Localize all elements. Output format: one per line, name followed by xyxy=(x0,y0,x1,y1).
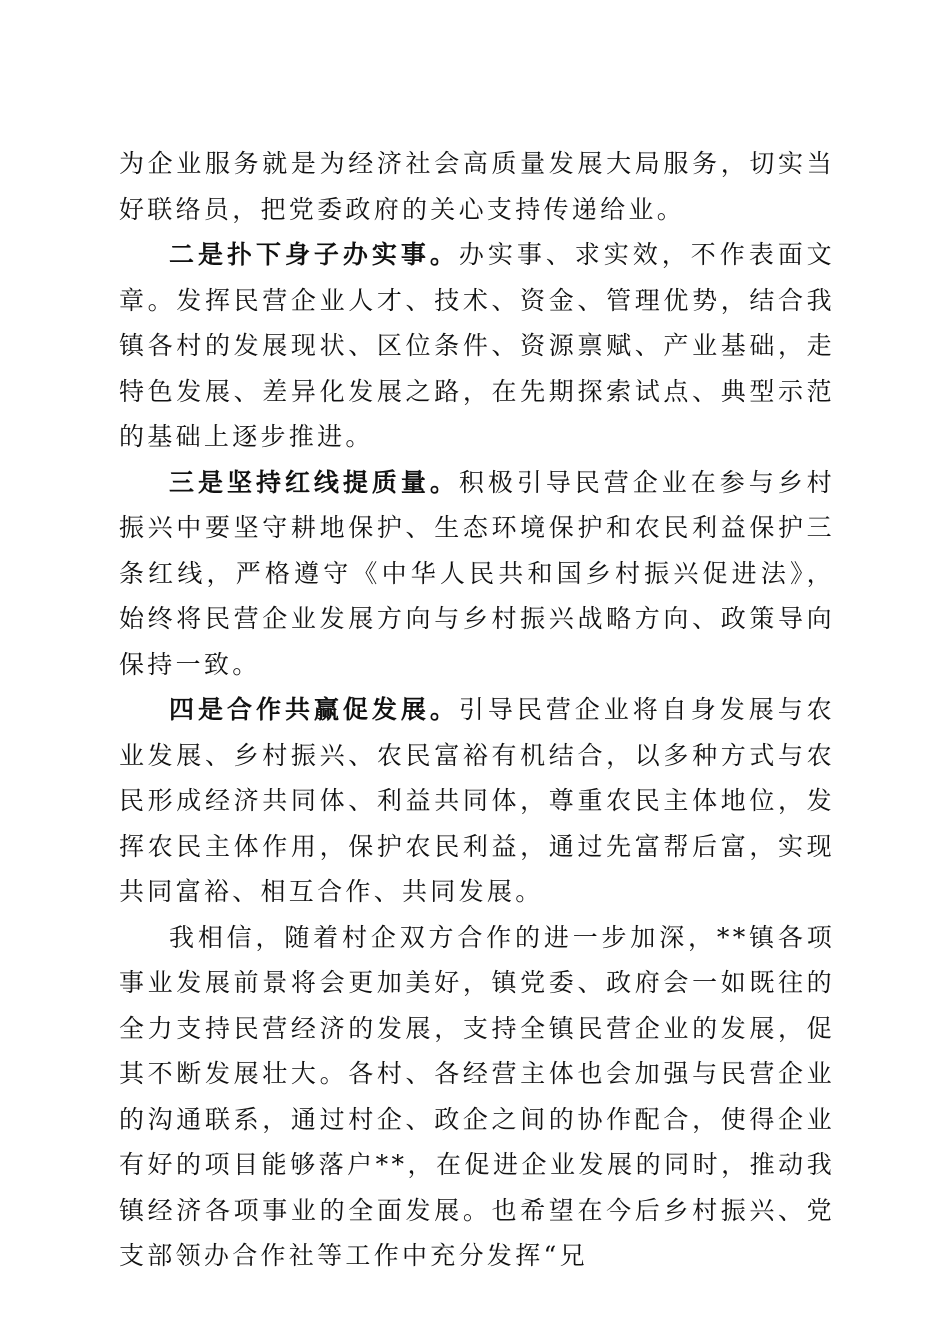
paragraph-continuation xyxy=(119,141,835,232)
document-body xyxy=(119,141,835,1279)
paragraph-point-two xyxy=(119,232,835,460)
paragraph-closing xyxy=(119,915,835,1279)
paragraph-text: 引导民营企业将自身发展与农业发展、乡村振兴、农民富裕有机结合，以多种方式与农民形成经济共同体、利益共同体，尊重农民主体地位，发挥农民主体作用，保护农民利益，通过先富帮后富，实现共同富裕、相互合作、共同发展。 xyxy=(119,695,835,906)
paragraph-heading: 三是坚持红线提质量。 xyxy=(169,467,459,497)
paragraph-text: 积极引导民营企业在参与乡村振兴中要坚守耕地保护、生态环境保护和农民利益保护三条红线，严格遵守《中华人民共和国乡村振兴促进法》，始终将民营企业发展方向与乡村振兴战略方向、政策导向保持一致。 xyxy=(119,467,835,679)
paragraph-heading: 二是扑下身子办实事。 xyxy=(169,240,459,269)
paragraph-text: 为企业服务就是为经济社会高质量发展大局服务，切实当好联络员，把党委政府的关心支持传递给业。 xyxy=(119,149,835,224)
paragraph-text: 我相信，随着村企双方合作的进一步加深，**镇各项事业发展前景将会更加美好，镇党委、政府会一如既往的全力支持民营经济的发展，支持全镇民营企业的发展，促其不断发展壮大。各村、各经营主体也会加强与民营企业的沟通联系，通过村企、政企之间的协作配合，使得企业有好的项目能够落户**，在促进企业发展的同时，推动我镇经济各项事业的全面发展。也希望在今后乡村振兴、党支部领办合作社等工作中充分发挥“兄 xyxy=(119,922,835,1270)
paragraph-point-three xyxy=(119,460,835,688)
paragraph-point-four xyxy=(119,687,835,915)
paragraph-text: 办实事、求实效，不作表面文章。发挥民营企业人才、技术、资金、管理优势，结合我镇各村的发展现状、区位条件、资源禀赋、产业基础，走特色发展、差异化发展之路，在先期探索试点、典型示范的基础上逐步推进。 xyxy=(119,240,835,451)
paragraph-heading: 四是合作共赢促发展。 xyxy=(169,695,459,724)
